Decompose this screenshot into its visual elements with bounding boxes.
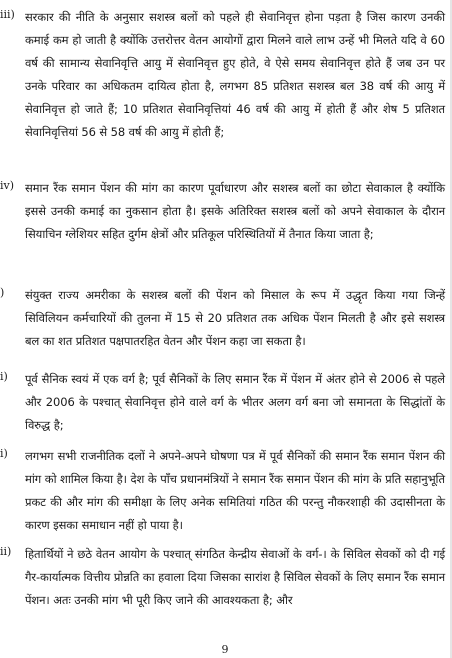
page-number: 9 [221, 643, 229, 656]
paragraph-text: संयुक्त राज्य अमरीका के सशस्त्र बलों की पेंशन को मिसाल के रूप में उद्धृत किया गया जिन्हें सिविलियन कर्मचारियों की तुलना में 15 से 20 प्रतिशत तक अधिक पेंशन मिलती है और इसे सशस्त्र बल का शत प्रतिशत पक्षपातरहित वेतन और पेंशन कहा जा सकता है। [25, 288, 445, 348]
paragraph-text: समान रैंक समान पेंशन की मांग का कारण पूर्वाधारण और सशस्त्र बलों का छोटा सेवाकाल है क्योंकि इससे उनकी कमाई का नुकसान होता है। इसके अतिरिक्त सशस्त्र बलों को अपने सेवाकाल के दौरान सियाचिन ग्लेशियर सहित दुर्गम क्षेत्रों और प्रतिकूल परिस्थितियों में तैनात किया जाता है; [25, 181, 445, 241]
paragraph-marker: iv) [0, 179, 15, 192]
paragraph-text: सरकार की नीति के अनुसार सशस्त्र बलों को पहले ही सेवानिवृत्त होना पड़ता है जिस कारण उनकी कमाई कम हो जाती है क्योंकि उत्तरोत्तर वेतन आयोगों द्वारा मिलने वाले लाभ उन्हें भी मिलते यदि वे 60 वर्ष की सामान्य सेवानिवृत्ति आयु में सेवानिवृत्त हुए होते, वे ऐसे समय सेवानिवृत्त होते हैं जब उन पर उनके परिवार का अधिकतम दायित्व होता है, लगभग 85 प्रतिशत सशस्त्र बल 38 वर्ष की आयु में सेवानिवृत्त हो जाते हैं; 10 प्रतिशत सेवानिवृत्तियां 46 वर्ष की आयु में होती हैं और शेष 5 प्रतिशत सेवानिवृत्तियां 56 से 58 वर्ष की आयु में होती हैं; [25, 10, 445, 139]
paragraph-marker: ii) [0, 545, 12, 558]
paragraph-text: लगभग सभी राजनीतिक दलों ने अपने-अपने घोषणा पत्र में पूर्व सैनिकों की समान रैंक समान पेंशन की मांग को शामिल किया है। देश के पाँच प्रधानमंत्रियों ने समान रैंक समान पेंशन की मांग के प्रति सहानुभूति प्रकट की और मांग की समीक्षा के लिए अनेक समितियां गठित की परन्तु नौकरशाही की उदासीनता के कारण इसका समाधान नहीं हो पाया है। [25, 449, 445, 532]
paragraph-marker: iii) [0, 8, 15, 21]
paragraph-marker: ) [0, 286, 5, 299]
paragraph-text: पूर्व सैनिक स्वयं में एक वर्ग है; पूर्व सैनिकों के लिए समान रैंक में पेंशन में अंतर होने से 2006 से पहले और 2006 के पश्चात् सेवानिवृत्त होने वाले वर्ग के भीतर अलग वर्ग बना जो समानता के सिद्धांतों के विरुद्ध है; [25, 372, 445, 432]
paragraph-marker: i) [0, 370, 8, 383]
paragraph-text: हितार्थियों ने छठे वेतन आयोग के पश्चात् संगठित केन्द्रीय सेवाओं के वर्ग-। के सिविल सेवकों को दी गई गैर-कार्यात्मक वित्तीय प्रोन्नति का हवाला दिया जिसका सारांश है सिविल सेवकों के लिए समान रैंक समान पेंशन। अतः उनकी मांग भी पूरी किए जाने की आवश्यकता है; और [25, 547, 445, 607]
paragraph-marker: i) [0, 447, 8, 460]
